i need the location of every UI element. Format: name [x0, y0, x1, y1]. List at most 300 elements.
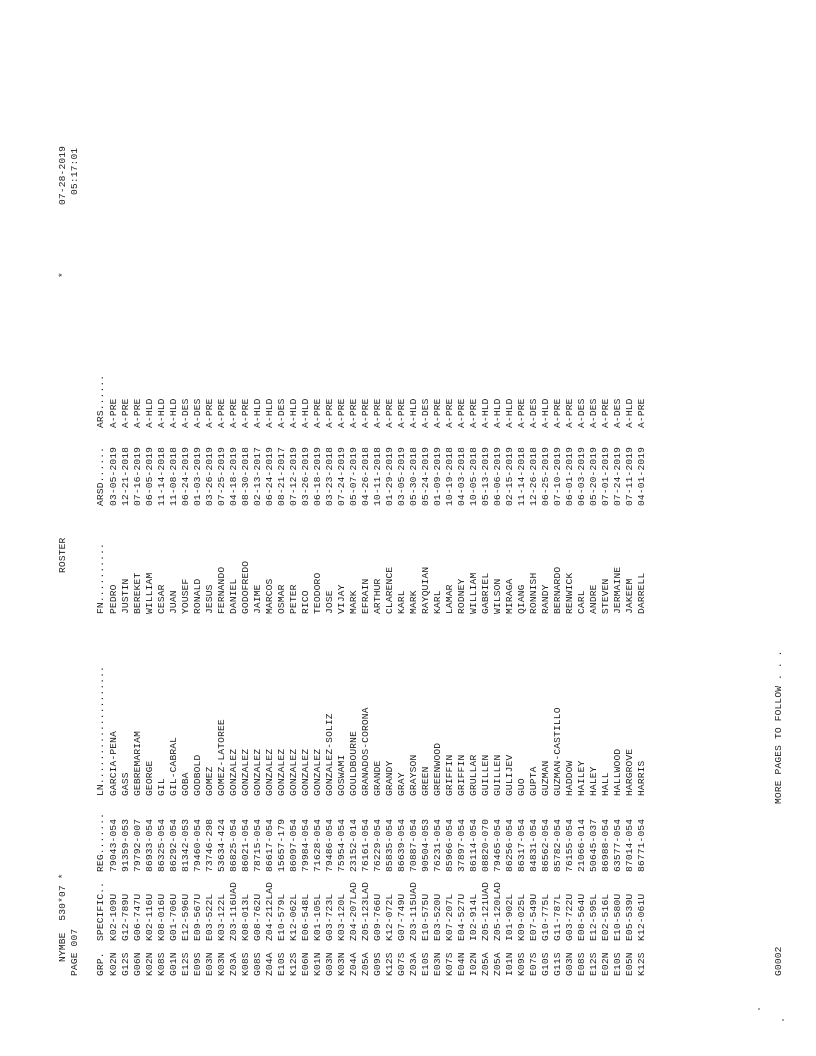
- roster-cell-arsd: 04-03-2018: [456, 446, 467, 506]
- roster-cell-ln: GULIJEV: [504, 754, 515, 796]
- roster-cell-arsd: 07-24-2019: [612, 446, 623, 506]
- roster-cell-specific: E04-527U: [456, 893, 467, 941]
- roster-cell-ln: GARCIA-PENA: [108, 731, 119, 796]
- fn-column: [108, 561, 648, 614]
- column-header-ln: LN....................: [95, 666, 106, 796]
- roster-cell-arsd: 01-03-2019: [192, 446, 203, 506]
- roster-cell-grp: E10S: [420, 952, 431, 976]
- roster-cell-fn: VIJAY: [336, 584, 347, 614]
- header-asterisk: *: [57, 272, 68, 278]
- roster-cell-fn: CARL: [576, 590, 587, 614]
- roster-cell-fn: KARL: [396, 590, 407, 614]
- reg-column: [108, 819, 648, 872]
- roster-cell-ars: A-HLD: [252, 398, 263, 428]
- roster-cell-reg: 86317-054: [516, 818, 527, 872]
- roster-cell-fn: RICO: [300, 590, 311, 614]
- roster-cell-reg: 63577-054: [612, 818, 623, 872]
- roster-cell-arsd: 07-11-2019: [624, 446, 635, 506]
- roster-cell-fn: JERMAINE: [612, 566, 623, 614]
- roster-cell-ln: GONZALEZ: [276, 748, 287, 796]
- roster-cell-arsd: 06-24-2019: [264, 446, 275, 506]
- roster-cell-ars: A-DES: [180, 398, 191, 428]
- roster-cell-ln: GUZMAN: [540, 760, 551, 796]
- roster-cell-reg: 85835-054: [384, 818, 395, 872]
- roster-cell-specific: G12-789U: [120, 893, 131, 941]
- roster-cell-ln: GRANDE: [372, 760, 383, 796]
- roster-cell-ln: GONZALEZ: [288, 748, 299, 796]
- roster-cell-fn: RONNISH: [528, 572, 539, 614]
- scan-speck: [782, 1019, 784, 1021]
- roster-cell-arsd: 04-18-2019: [228, 446, 239, 506]
- roster-cell-fn: GABRIEL: [480, 572, 491, 614]
- roster-cell-ln: GUPTA: [528, 766, 539, 796]
- roster-cell-specific: E06-548L: [300, 893, 311, 941]
- roster-cell-ars: A-PRE: [240, 398, 251, 428]
- roster-cell-ars: A-PRE: [600, 398, 611, 428]
- roster-cell-reg: 86021-054: [240, 818, 251, 872]
- roster-cell-reg: 91359-053: [120, 818, 131, 872]
- roster-cell-arsd: 06-18-2019: [312, 446, 323, 506]
- roster-cell-grp: K09S: [516, 952, 527, 976]
- roster-cell-specific: E03-522L: [204, 893, 215, 941]
- roster-cell-arsd: 05-07-2019: [348, 446, 359, 506]
- roster-cell-specific: K02-116U: [144, 893, 155, 941]
- roster-cell-ars: A-PRE: [348, 398, 359, 428]
- roster-cell-specific: Z03-115UAD: [408, 881, 419, 941]
- roster-cell-ars: A-DES: [420, 398, 431, 428]
- roster-cell-reg: 78715-054: [252, 818, 263, 872]
- roster-cell-fn: WILLIAM: [468, 572, 479, 614]
- roster-cell-grp: E06N: [300, 952, 311, 976]
- roster-cell-reg: 86933-054: [144, 818, 155, 872]
- roster-cell-arsd: 06-06-2019: [492, 446, 503, 506]
- roster-cell-ln: GOULDBOURNE: [348, 731, 359, 796]
- roster-cell-ln: HALL: [600, 772, 611, 796]
- ln-column: [108, 707, 648, 796]
- footer-more-pages: MORE PAGES TO FOLLOW . . .: [773, 650, 784, 804]
- roster-cell-ars: A-PRE: [564, 398, 575, 428]
- roster-cell-reg: 86097-054: [288, 818, 299, 872]
- roster-cell-grp: G09S: [372, 952, 383, 976]
- roster-cell-ln: GOMEZ: [204, 766, 215, 796]
- page-number: PAGE 007: [69, 928, 80, 976]
- roster-cell-arsd: 10-19-2018: [444, 446, 455, 506]
- roster-cell-specific: Z04-212LAD: [264, 881, 275, 941]
- roster-cell-grp: K12S: [384, 952, 395, 976]
- roster-cell-ln: HARRIS: [636, 760, 647, 796]
- column-header-grp: GRP.: [95, 952, 106, 976]
- roster-cell-reg: 86617-054: [264, 818, 275, 872]
- roster-cell-arsd: 12-26-2018: [528, 446, 539, 506]
- roster-cell-grp: Z05A: [492, 952, 503, 976]
- roster-cell-arsd: 06-25-2019: [540, 446, 551, 506]
- roster-cell-reg: 85782-054: [552, 818, 563, 872]
- roster-cell-ln: GIL: [156, 778, 167, 796]
- footer-code: G0002: [773, 946, 784, 976]
- roster-cell-arsd: 11-08-2018: [168, 446, 179, 506]
- roster-cell-arsd: 05-13-2019: [480, 446, 491, 506]
- roster-cell-ars: A-DES: [576, 398, 587, 428]
- roster-cell-specific: G09-766U: [372, 893, 383, 941]
- roster-cell-specific: K03-120L: [336, 893, 347, 941]
- roster-cell-ars: A-PRE: [636, 398, 647, 428]
- roster-cell-reg: 76155-054: [564, 818, 575, 872]
- roster-cell-ars: A-PRE: [468, 398, 479, 428]
- roster-cell-ars: A-PRE: [228, 398, 239, 428]
- roster-cell-specific: G11-787L: [552, 893, 563, 941]
- roster-cell-grp: E05N: [624, 952, 635, 976]
- roster-cell-arsd: 07-16-2019: [132, 446, 143, 506]
- roster-cell-grp: G03N: [564, 952, 575, 976]
- roster-cell-ln: GONZALEZ: [300, 748, 311, 796]
- roster-cell-fn: JAKEEM: [624, 578, 635, 614]
- roster-cell-ln: GRULLAR: [468, 754, 479, 796]
- roster-cell-arsd: 07-24-2019: [336, 446, 347, 506]
- roster-cell-fn: JESUS: [204, 584, 215, 614]
- roster-cell-reg: 79043-054: [108, 818, 119, 872]
- roster-cell-ars: A-PRE: [324, 398, 335, 428]
- roster-cell-grp: Z05A: [480, 952, 491, 976]
- roster-cell-reg: 15657-179: [276, 818, 287, 872]
- roster-cell-specific: K01-105L: [312, 893, 323, 941]
- roster-cell-specific: Z05-120LAD: [492, 881, 503, 941]
- roster-cell-fn: PEDRO: [108, 584, 119, 614]
- roster-cell-specific: E07-549U: [528, 893, 539, 941]
- roster-cell-specific: G08-762U: [252, 893, 263, 941]
- roster-cell-reg: 76231-054: [432, 818, 443, 872]
- roster-cell-ln: GONZALEZ: [252, 748, 263, 796]
- roster-cell-ars: A-PRE: [372, 398, 383, 428]
- arsd-column: [108, 447, 648, 506]
- roster-cell-grp: I01N: [504, 952, 515, 976]
- roster-cell-fn: JOSE: [324, 590, 335, 614]
- roster-cell-fn: MIRAGA: [504, 578, 515, 614]
- report-date: 07-28-2019: [57, 145, 68, 205]
- roster-cell-specific: K09-025L: [516, 893, 527, 941]
- roster-cell-specific: E08-564U: [576, 893, 587, 941]
- roster-cell-specific: Z05-121UAD: [480, 881, 491, 941]
- roster-cell-reg: 08820-070: [480, 818, 491, 872]
- roster-cell-reg: 86825-054: [228, 818, 239, 872]
- roster-cell-ars: A-PRE: [384, 398, 395, 428]
- roster-cell-grp: K03N: [336, 952, 347, 976]
- roster-cell-reg: 37897-054: [456, 818, 467, 872]
- roster-cell-fn: PETER: [288, 584, 299, 614]
- column-header-specific: SPECIFIC..: [95, 881, 106, 941]
- roster-cell-arsd: 02-13-2017: [252, 446, 263, 506]
- roster-cell-specific: K07-207L: [444, 893, 455, 941]
- roster-cell-arsd: 05-30-2018: [408, 446, 419, 506]
- roster-cell-specific: G06-747U: [132, 893, 143, 941]
- roster-cell-ln: GREENWOOD: [432, 742, 443, 796]
- roster-cell-reg: 87014-054: [624, 818, 635, 872]
- roster-cell-reg: 81342-053: [180, 818, 191, 872]
- roster-cell-fn: TEODORO: [312, 572, 323, 614]
- roster-cell-fn: BEREKET: [132, 572, 143, 614]
- roster-cell-arsd: 03-05-2019: [396, 446, 407, 506]
- roster-cell-ars: A-HLD: [480, 398, 491, 428]
- specific-column: [108, 882, 648, 941]
- roster-cell-fn: WILLIAM: [144, 572, 155, 614]
- roster-cell-grp: I02N: [468, 952, 479, 976]
- roster-cell-fn: MARCOS: [264, 578, 275, 614]
- roster-cell-specific: E10-579L: [276, 893, 287, 941]
- roster-cell-ln: HALLWOOD: [612, 748, 623, 796]
- roster-cell-fn: GODOFREDO: [240, 560, 251, 614]
- roster-cell-ars: A-HLD: [156, 398, 167, 428]
- roster-cell-fn: FERNANDO: [216, 566, 227, 614]
- roster-cell-reg: 79486-054: [324, 818, 335, 872]
- roster-cell-grp: G10S: [540, 952, 551, 976]
- roster-cell-specific: K08-013L: [240, 893, 251, 941]
- roster-cell-specific: K12-062L: [288, 893, 299, 941]
- roster-cell-ln: GONZALEZ: [228, 748, 239, 796]
- roster-cell-ars: A-PRE: [312, 398, 323, 428]
- roster-cell-ln: GASS: [120, 772, 131, 796]
- roster-cell-arsd: 07-12-2019: [288, 446, 299, 506]
- roster-cell-fn: RAYQUIAN: [420, 566, 431, 614]
- roster-cell-fn: WILSON: [492, 578, 503, 614]
- roster-cell-ln: GOSWAMI: [336, 754, 347, 796]
- roster-cell-grp: E09S: [192, 952, 203, 976]
- roster-cell-fn: JUSTIN: [120, 578, 131, 614]
- roster-cell-fn: DARRELL: [636, 572, 647, 614]
- roster-cell-ln: GUZMAN-CASTILLO: [552, 707, 563, 796]
- roster-cell-fn: OSMAR: [276, 584, 287, 614]
- roster-cell-arsd: 06-03-2019: [576, 446, 587, 506]
- roster-cell-reg: 75954-054: [336, 818, 347, 872]
- roster-cell-reg: 90504-053: [420, 818, 431, 872]
- roster-table: [108, 0, 758, 1056]
- roster-cell-ars: A-PRE: [456, 398, 467, 428]
- roster-cell-grp: K07S: [444, 952, 455, 976]
- grp-column: [108, 952, 648, 976]
- roster-cell-arsd: 08-30-2018: [240, 446, 251, 506]
- roster-cell-grp: E10S: [276, 952, 287, 976]
- roster-cell-fn: STEVEN: [600, 578, 611, 614]
- roster-cell-reg: 86562-054: [540, 818, 551, 872]
- roster-cell-ars: A-DES: [528, 398, 539, 428]
- roster-cell-fn: DANIEL: [228, 578, 239, 614]
- roster-cell-specific: K03-122L: [216, 893, 227, 941]
- column-header-fn: FN..........: [95, 543, 106, 614]
- roster-cell-arsd: 05-24-2019: [420, 446, 431, 506]
- roster-cell-ln: HAILEY: [576, 760, 587, 796]
- report-time: 05:17:01: [69, 147, 80, 195]
- roster-cell-arsd: 03-26-2019: [300, 446, 311, 506]
- roster-cell-grp: G03N: [324, 952, 335, 976]
- roster-cell-ln: GONZALEZ: [264, 748, 275, 796]
- roster-cell-ln: GOMEZ-LATOREE: [216, 719, 227, 796]
- roster-cell-fn: RODNEY: [456, 578, 467, 614]
- roster-cell-grp: G08S: [252, 952, 263, 976]
- roster-cell-arsd: 02-15-2019: [504, 446, 515, 506]
- roster-cell-fn: RENWICK: [564, 572, 575, 614]
- roster-cell-specific: Z04-207LAD: [348, 881, 359, 941]
- roster-cell-arsd: 11-14-2018: [516, 446, 527, 506]
- roster-cell-grp: G12S: [120, 952, 131, 976]
- roster-cell-arsd: 07-01-2019: [600, 446, 611, 506]
- roster-cell-reg: 76161-054: [360, 818, 371, 872]
- roster-cell-ars: A-HLD: [492, 398, 503, 428]
- roster-cell-specific: E10-575U: [420, 893, 431, 941]
- roster-cell-arsd: 01-29-2019: [384, 446, 395, 506]
- roster-cell-ln: GODBOLD: [192, 754, 203, 796]
- roster-cell-fn: JUAN: [168, 590, 179, 614]
- roster-cell-reg: 86639-054: [396, 818, 407, 872]
- roster-cell-grp: K12S: [636, 952, 647, 976]
- roster-cell-specific: E03-520U: [432, 893, 443, 941]
- roster-cell-grp: Z04A: [264, 952, 275, 976]
- roster-cell-specific: G03-723L: [324, 893, 335, 941]
- roster-cell-specific: K08-016U: [156, 893, 167, 941]
- roster-cell-ars: A-PRE: [216, 398, 227, 428]
- roster-cell-ars: A-HLD: [264, 398, 275, 428]
- roster-cell-reg: 86325-054: [156, 818, 167, 872]
- roster-cell-grp: E02N: [600, 952, 611, 976]
- roster-cell-specific: E12-596U: [180, 893, 191, 941]
- roster-cell-ars: A-HLD: [288, 398, 299, 428]
- roster-cell-reg: 79792-007: [132, 818, 143, 872]
- roster-cell-ln: GIL-CABRAL: [168, 736, 179, 796]
- roster-cell-ln: GUO: [516, 778, 527, 796]
- roster-cell-ln: HADDOW: [564, 760, 575, 796]
- roster-cell-grp: E07S: [528, 952, 539, 976]
- roster-cell-grp: E08S: [576, 952, 587, 976]
- roster-cell-grp: G06N: [132, 952, 143, 976]
- roster-cell-grp: E10S: [612, 952, 623, 976]
- roster-cell-arsd: 06-05-2019: [144, 446, 155, 506]
- roster-cell-fn: EFRAIN: [360, 578, 371, 614]
- roster-cell-fn: QIANG: [516, 584, 527, 614]
- roster-cell-reg: 86256-054: [504, 818, 515, 872]
- roster-cell-grp: Z03A: [228, 952, 239, 976]
- roster-cell-fn: MARK: [348, 590, 359, 614]
- roster-cell-arsd: 03-26-2019: [204, 446, 215, 506]
- roster-cell-arsd: 03-23-2018: [324, 446, 335, 506]
- roster-cell-arsd: 10-11-2018: [372, 446, 383, 506]
- roster-cell-arsd: 12-21-2018: [120, 446, 131, 506]
- ars-column: [108, 398, 648, 428]
- roster-cell-ln: GRAY: [396, 772, 407, 796]
- roster-cell-ars: A-HLD: [300, 398, 311, 428]
- roster-cell-fn: MARK: [408, 590, 419, 614]
- roster-cell-ln: GONZALEZ-SOLIZ: [324, 713, 335, 796]
- roster-cell-ln: HALEY: [588, 766, 599, 796]
- roster-cell-ln: GRANADOS-CORONA: [360, 707, 371, 796]
- roster-cell-specific: G10-775L: [540, 893, 551, 941]
- roster-cell-fn: JAIME: [252, 584, 263, 614]
- roster-cell-grp: Z05A: [360, 952, 371, 976]
- roster-cell-arsd: 04-26-2018: [360, 446, 371, 506]
- roster-cell-fn: CESAR: [156, 584, 167, 614]
- roster-cell-ars: A-DES: [276, 398, 287, 428]
- roster-cell-reg: 71628-054: [312, 818, 323, 872]
- roster-cell-ln: GRIFFIN: [444, 754, 455, 796]
- roster-cell-ln: GREEN: [420, 766, 431, 796]
- roster-cell-grp: K02N: [108, 952, 119, 976]
- roster-cell-grp: E12S: [588, 952, 599, 976]
- roster-cell-ars: A-PRE: [396, 398, 407, 428]
- roster-cell-fn: RANDY: [540, 584, 551, 614]
- roster-cell-ars: A-HLD: [540, 398, 551, 428]
- roster-cell-grp: G01N: [168, 952, 179, 976]
- roster-cell-reg: 73746-298: [204, 818, 215, 872]
- roster-cell-specific: K12-061U: [636, 893, 647, 941]
- roster-cell-specific: E02-516L: [600, 893, 611, 941]
- roster-cell-specific: Z03-116UAD: [228, 881, 239, 941]
- roster-cell-arsd: 08-21-2017: [276, 446, 287, 506]
- roster-cell-ln: GONZALEZ: [312, 748, 323, 796]
- roster-cell-ln: GRAYSON: [408, 754, 419, 796]
- report-id-line: NYMBE 530*07 *: [57, 873, 68, 962]
- roster-cell-reg: 86292-054: [168, 818, 179, 872]
- roster-cell-arsd: 04-01-2019: [636, 446, 647, 506]
- roster-cell-specific: E12-595L: [588, 893, 599, 941]
- roster-cell-reg: 21066-014: [576, 818, 587, 872]
- roster-cell-specific: I02-914L: [468, 893, 479, 941]
- roster-cell-grp: E03N: [432, 952, 443, 976]
- roster-cell-fn: CLARENCE: [384, 566, 395, 614]
- roster-cell-grp: K02N: [144, 952, 155, 976]
- roster-cell-specific: Z05-123LAD: [360, 881, 371, 941]
- roster-cell-grp: E04N: [456, 952, 467, 976]
- roster-cell-reg: 23152-014: [348, 818, 359, 872]
- roster-cell-fn: LAMAR: [444, 584, 455, 614]
- roster-cell-reg: 86771-054: [636, 818, 647, 872]
- roster-cell-ars: A-PRE: [552, 398, 563, 428]
- roster-cell-ars: A-PRE: [108, 398, 119, 428]
- roster-cell-reg: 85966-054: [444, 818, 455, 872]
- roster-cell-ars: A-DES: [612, 398, 623, 428]
- roster-cell-grp: E03N: [204, 952, 215, 976]
- roster-cell-specific: K02-109U: [108, 893, 119, 941]
- roster-cell-ars: A-PRE: [132, 398, 143, 428]
- roster-cell-ln: GRANDY: [384, 760, 395, 796]
- roster-cell-specific: G01-706U: [168, 893, 179, 941]
- roster-cell-ars: A-PRE: [120, 398, 131, 428]
- roster-cell-ln: GONZALEZ: [240, 748, 251, 796]
- roster-cell-specific: G07-749U: [396, 893, 407, 941]
- roster-cell-ars: A-HLD: [624, 398, 635, 428]
- roster-cell-ars: A-PRE: [432, 398, 443, 428]
- roster-cell-ars: A-HLD: [504, 398, 515, 428]
- roster-cell-fn: RONALD: [192, 578, 203, 614]
- roster-cell-grp: E12S: [180, 952, 191, 976]
- roster-cell-grp: G11S: [552, 952, 563, 976]
- roster-cell-arsd: 07-10-2019: [552, 446, 563, 506]
- roster-cell-ln: GRIFFIN: [456, 754, 467, 796]
- roster-cell-grp: K08S: [240, 952, 251, 976]
- roster-cell-reg: 84831-054: [528, 818, 539, 872]
- roster-cell-reg: 86114-054: [468, 818, 479, 872]
- roster-cell-ars: A-PRE: [444, 398, 455, 428]
- roster-cell-specific: E09-567U: [192, 893, 203, 941]
- scan-speck: [758, 1008, 760, 1010]
- roster-cell-reg: 50645-037: [588, 818, 599, 872]
- roster-cell-ln: GUILLEN: [492, 754, 503, 796]
- roster-cell-arsd: 07-25-2019: [216, 446, 227, 506]
- roster-cell-reg: 76229-054: [372, 818, 383, 872]
- roster-cell-reg: 53634-424: [216, 818, 227, 872]
- roster-cell-grp: K01N: [312, 952, 323, 976]
- roster-cell-reg: 86988-054: [600, 818, 611, 872]
- roster-cell-grp: K03N: [216, 952, 227, 976]
- roster-cell-ars: A-HLD: [144, 398, 155, 428]
- roster-cell-arsd: 06-24-2019: [180, 446, 191, 506]
- roster-cell-fn: YOUSEF: [180, 578, 191, 614]
- roster-cell-fn: ANDRE: [588, 584, 599, 614]
